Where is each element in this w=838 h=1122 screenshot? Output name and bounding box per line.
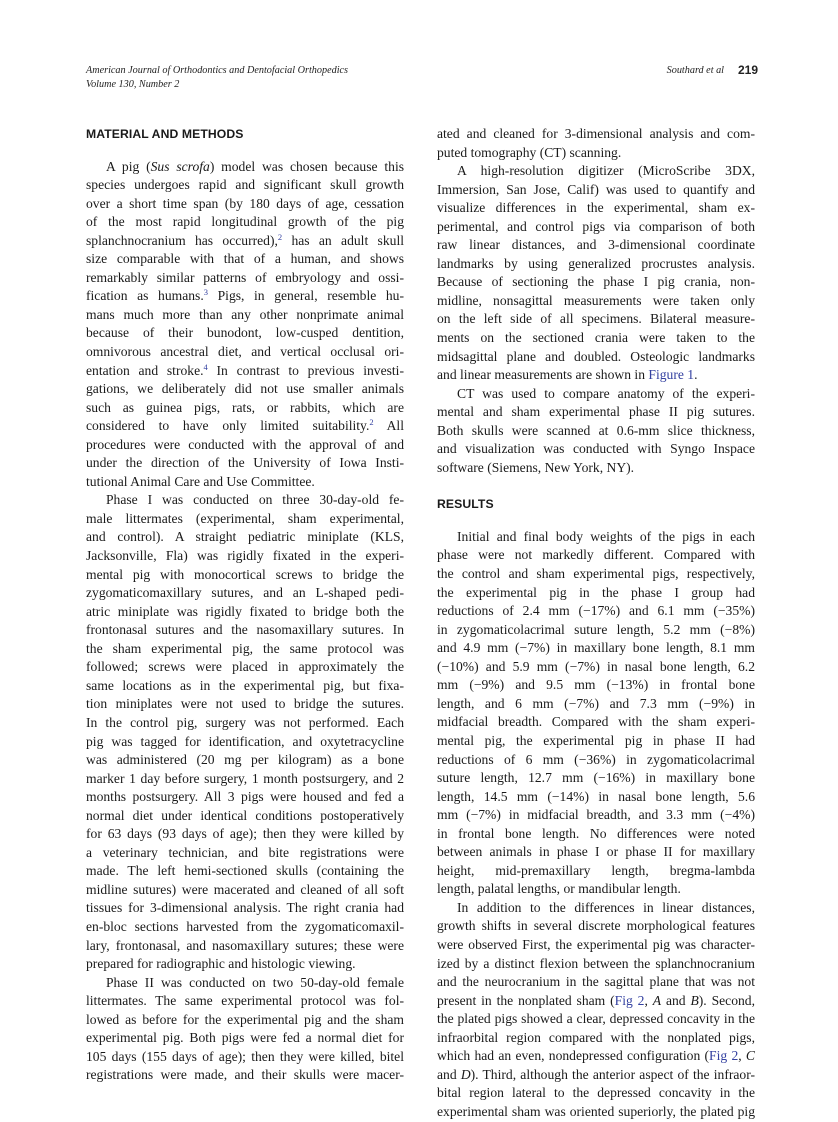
citation-ref-2[interactable]: 2 [277, 231, 283, 242]
text-line: mm (−7%) in midfacial breadth, and 3.3 mm (−4%) [437, 807, 755, 823]
text-line: ments on the sectioned crania were taken to the [437, 330, 755, 346]
text-line: tissues for 3-dimensional analysis. The right crania had [86, 900, 404, 916]
fig-2-link[interactable]: Fig 2 [614, 992, 645, 1008]
text-line: followed; screws were placed in approximately the [86, 659, 404, 675]
section-heading-methods: MATERIAL AND METHODS [86, 127, 244, 141]
text-line: present in the nonplated sham (Fig 2, A and B). Second, [437, 992, 755, 1008]
text-line: male littermates (experimental, sham experimental, [86, 510, 404, 526]
text-line: experimental sham was oriented superiorly, the plated pig [437, 1103, 755, 1119]
text-line: made. The left hemi-sectioned skulls (containing the [86, 863, 404, 879]
text-line: between animals in phase I or phase II for maxillary [437, 844, 755, 860]
text-line: the control and sham experimental pigs, respectively, [437, 566, 755, 582]
page-number: 219 [737, 63, 758, 77]
text-line: prepared for radiographic and histologic viewing. [86, 956, 356, 972]
text-line: and D). Third, although the anterior aspect of the infraor- [437, 1066, 755, 1082]
text-line: remarkably similar patterns of embryology and ossi- [86, 269, 404, 285]
text-line: Immersion, San Jose, Calif) was used to quantify and [437, 181, 755, 197]
text-line: (−10%) and 5.9 mm (−7%) in nasal bone length, 6.2 [437, 658, 755, 674]
text-line: atric miniplate was rigidly fixated to bridge both the [86, 603, 404, 619]
text-line: visualize differences in the experimental, sham ex- [437, 200, 755, 216]
text-line: same locations as in the experimental pig, but fixa- [86, 677, 404, 693]
text-line: omnivorous ancestral diet, and vertical occlusal ori- [86, 344, 404, 360]
text-line: tutional Animal Care and Use Committee. [86, 473, 315, 489]
text-line: for 63 days (93 days of age); then they were killed by [86, 826, 404, 842]
text-line: in zygomaticolacrimal suture length, 5.2 mm (−8%) [437, 621, 755, 637]
text-line: ized by a distinct flexion between the splanchnocranium [437, 955, 755, 971]
running-authors: Southard et al [666, 65, 724, 76]
paragraph-methods-3 [86, 974, 404, 1085]
right-column [437, 125, 755, 1121]
text-line: and 4.9 mm (−7%) in maxillary bone length, 8.1 mm [437, 640, 755, 656]
citation-ref-3[interactable]: 3 [203, 287, 208, 298]
text-line: Phase II was conducted on two 50-day-old female [106, 974, 404, 990]
text-line: Because of sectioning the phase I pig crania, non- [437, 274, 755, 290]
text-line: which had an even, nondepressed configuration (Fig 2, C [437, 1048, 755, 1064]
text-line: registrations were made, and their skulls were macer- [86, 1067, 404, 1083]
text-line: midfacial breadth. Compared with the sham experi- [437, 714, 755, 730]
text-line: raw linear distances, and 3-dimensional coordinate [437, 237, 755, 253]
text-line: bital region lateral to the depressed concavity in the [437, 1085, 755, 1101]
text-line: species undergoes rapid and significant skull growth [86, 177, 404, 193]
text-line: length, and 6 mm (−7%) and 7.3 mm (−9%) in [437, 695, 755, 711]
text-line: reductions of 2.4 mm (−17%) and 6.1 mm (−35%) [437, 603, 755, 619]
paragraph-results-2 [437, 899, 755, 1122]
text-line: in frontal bone length. No differences were noted [437, 825, 755, 841]
text-line: midsagittal plane and doubled. Osteologic landmarks [437, 348, 755, 364]
text-line: Phase I was conducted on three 30-day-old fe- [106, 492, 404, 508]
text-line: a veterinary technician, and bite registrations were [86, 844, 404, 860]
text-line: infraorbital region compared with the nonplated pigs, [437, 1029, 755, 1045]
text-line: puted tomography (CT) scanning. [437, 144, 622, 160]
figure-1-link[interactable]: Figure 1 [648, 367, 695, 383]
species-name: Sus scrofa [150, 158, 210, 174]
text-line: CT was used to compare anatomy of the experi- [457, 385, 755, 401]
text-line: pig was tagged for identification, and oxytetracycline [86, 733, 404, 749]
text-line: the experimental pig in the phase I group had [437, 584, 755, 600]
text-line: over a short time span (by 180 days of age, cessation [86, 195, 404, 211]
text-line: mental and sham experimental phase II pig sutures. [437, 404, 755, 420]
text-line: Jacksonville, Fla) was rigidly fixated in the experi- [86, 548, 404, 564]
text-line: lary, frontonasal, and nasomaxillary sutures; these were [86, 937, 404, 953]
paragraph-methods-1 [86, 158, 404, 492]
citation-ref-2[interactable]: 2 [369, 417, 374, 428]
text-line: In the control pig, surgery was not performed. Each [86, 714, 404, 730]
citation-ref-4[interactable]: 4 [203, 361, 208, 372]
text-line: midline sutures) were macerated and cleaned of all soft [86, 881, 404, 897]
text-line: fication as humans.$^3$ Pigs, in general, resemble hu- [86, 287, 404, 304]
text-line: length, 14.5 mm (−14%) in nasal bone length, 5.6 [437, 788, 755, 804]
section-heading-results: RESULTS [437, 497, 494, 512]
text-line: zygomaticomaxillary sutures, and an L-shaped pedi- [86, 585, 404, 601]
text-line: perimental, and control pigs via comparison of both [437, 218, 755, 234]
text-line: height, mid-premaxillary length, bregma-lambda [437, 862, 755, 878]
text-line: of the most rapid longitudinal growth of the pig [86, 214, 404, 230]
text-line: suture length, 12.7 mm (−16%) in maxillary bone [437, 770, 755, 786]
text-line: mm (−9%) and 9.5 mm (−13%) in frontal bone [437, 677, 755, 693]
text-line: and visualization was conducted with Syngo Inspace [437, 441, 755, 457]
text-line: software (Siemens, New York, NY). [437, 459, 635, 475]
text-line: and the neurocranium in the sagittal plane that was not [437, 974, 755, 990]
text-line: under the direction of the University of Iowa Insti- [86, 455, 404, 471]
paragraph-digitizer [437, 162, 755, 385]
text-line: lowed as before for the experimental pig and the sham [86, 1011, 404, 1027]
text-line: the sham experimental pig, the same protocol was [86, 640, 404, 656]
text-line: Both skulls were scanned at 0.6-mm slice thickness, [437, 422, 755, 438]
text-line: entation and stroke.$^4$ In contrast to previous investi- [86, 361, 404, 378]
left-column [86, 125, 404, 1085]
text-line: phase were not markedly different. Compared with [437, 547, 755, 563]
text-line: midline, nonsagittal measurements were taken only [437, 292, 755, 308]
text-line: littermates. The same experimental protocol was fol- [86, 993, 404, 1009]
text-line: on the left side of all specimens. Bilateral measure- [437, 311, 755, 327]
fig-2-link[interactable]: Fig 2 [709, 1048, 739, 1064]
text-line: marker 1 day before surgery, 1 month postsurgery, and 2 [86, 770, 404, 786]
text-line: procedures were conducted with the approval of and [86, 436, 404, 452]
paragraph-ct [437, 385, 755, 478]
text-line: 105 days (155 days of age); then they were killed, bitel [86, 1048, 404, 1064]
journal-title: American Journal of Orthodontics and Dentofacial Orthopedics [86, 65, 349, 76]
text-line: tion miniplates were not used to bridge the sutures. [86, 696, 404, 712]
text-line: was administered (20 mg per kilogram) as a bone [86, 752, 404, 768]
text-line: landmarks by using generalized procrustes analysis. [437, 255, 755, 271]
text-line: were observed First, the experimental pig was character- [437, 936, 755, 952]
text-line: mans much more than any other nonprimate animal [86, 306, 404, 322]
text-line: en-bloc sections harvested from the zygomaticomaxil- [86, 918, 404, 934]
text-line: months postsurgery. All 3 pigs were housed and fed a [86, 789, 404, 805]
text-line: length, palatal lengths, or mandibular length. [437, 881, 681, 897]
text-line: because of their bunodont, low-cusped dentition, [86, 325, 404, 341]
text-line: splanchnocranium has occurred),$^2$ has an adult skull [86, 231, 404, 248]
text-line: mental pig with monocortical screws to bridge the [86, 566, 404, 582]
paragraph-results-1 [437, 528, 755, 899]
text-line: mental pig, the experimental pig in phase II had [437, 732, 755, 748]
text-line: A high-resolution digitizer (MicroScribe 3DX, [457, 163, 755, 179]
text-line: growth shifts in several discrete morphological features [437, 918, 755, 934]
text-line: frontonasal sutures and the nasomaxillary sutures. In [86, 622, 404, 638]
paragraph-methods-2 [86, 491, 404, 973]
volume-issue: Volume 130, Number 2 [86, 79, 180, 90]
text-line: and linear measurements are shown in Figure 1. [437, 367, 698, 383]
text-line: normal diet under identical conditions postoperatively [86, 807, 404, 823]
text-line: ated and cleaned for 3-dimensional analysis and com- [437, 126, 755, 141]
text-line: A pig (Sus scrofa) model was chosen because this [106, 158, 405, 174]
text-line: experimental pig. Both pigs were fed a normal diet for [86, 1030, 404, 1046]
text-line: reductions of 6 mm (−36%) in zygomaticolacrimal [437, 751, 755, 767]
text-line: In addition to the differences in linear distances, [457, 899, 755, 915]
paragraph-methods-continued [437, 125, 755, 162]
text-line: such as guinea pigs, rats, or rabbits, which are [86, 399, 404, 415]
text-line: the plated pigs showed a clear, depressed concavity in the [437, 1011, 755, 1027]
text-line: gations, we deliberately did not use smaller animals [86, 381, 404, 397]
text-line: considered to have only limited suitability.$^2$ All [86, 417, 404, 434]
text-line: Initial and final body weights of the pigs in each [457, 528, 755, 544]
text-line: size comparable with that of a human, and shows [86, 251, 404, 267]
text-line: and control). A straight pediatric miniplate (KLS, [86, 529, 404, 545]
